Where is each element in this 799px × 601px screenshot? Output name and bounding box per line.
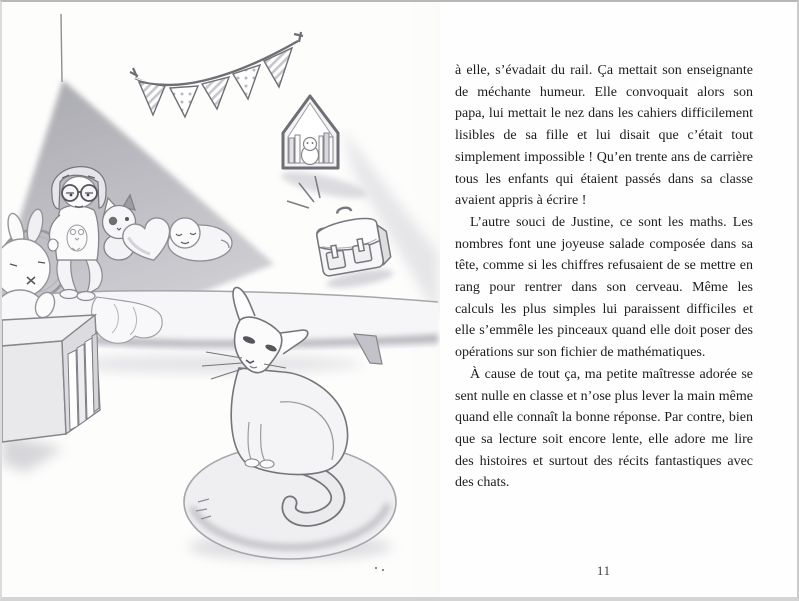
right-page-text <box>440 2 797 597</box>
page-number: 11 <box>596 564 612 578</box>
body-text <box>455 60 753 494</box>
paragraph: À cause de tout ça, ma petite maîtresse adorée se sent nulle en classe et n’ose plus lever la main même quand elle connaît la bonne réponse. Par contre, bien que sa lecture soit encore lente, elle adore me lire des histoires et surtout des récits fantastiques avec des chats. <box>455 366 753 491</box>
left-page-illustration <box>2 2 440 597</box>
bird-figurine <box>302 138 319 165</box>
cube-bookshelf <box>2 315 100 472</box>
paragraph: à elle, s’évadait du rail. Ça mettait son enseignante de méchante humeur. Elle convoquait alors son papa, lui mettait le nez dans les cahiers difficilement lisibles de sa fille et lui disait que c’était tout simplement impossible ! Qu’en trente ans de carrière tous les enfants qui étaient passés dans sa classe avaient appris à écrire ! <box>455 63 753 209</box>
bunting-garland <box>130 32 303 117</box>
bedroom-sketch-illustration <box>2 2 440 597</box>
paragraph: L’autre souci de Justine, ce sont les maths. Les nombres font une joyeuse salade composée dans sa tête, comme si les chiffres refusaient de se mettre en rang pour rentrer dans son cerveau. Même les calculs les plus simples lui paraissent difficiles et elle s’emmêle les pinceaux quand elle doit poser des opérations sur son fichier de mathématiques. <box>455 214 753 361</box>
